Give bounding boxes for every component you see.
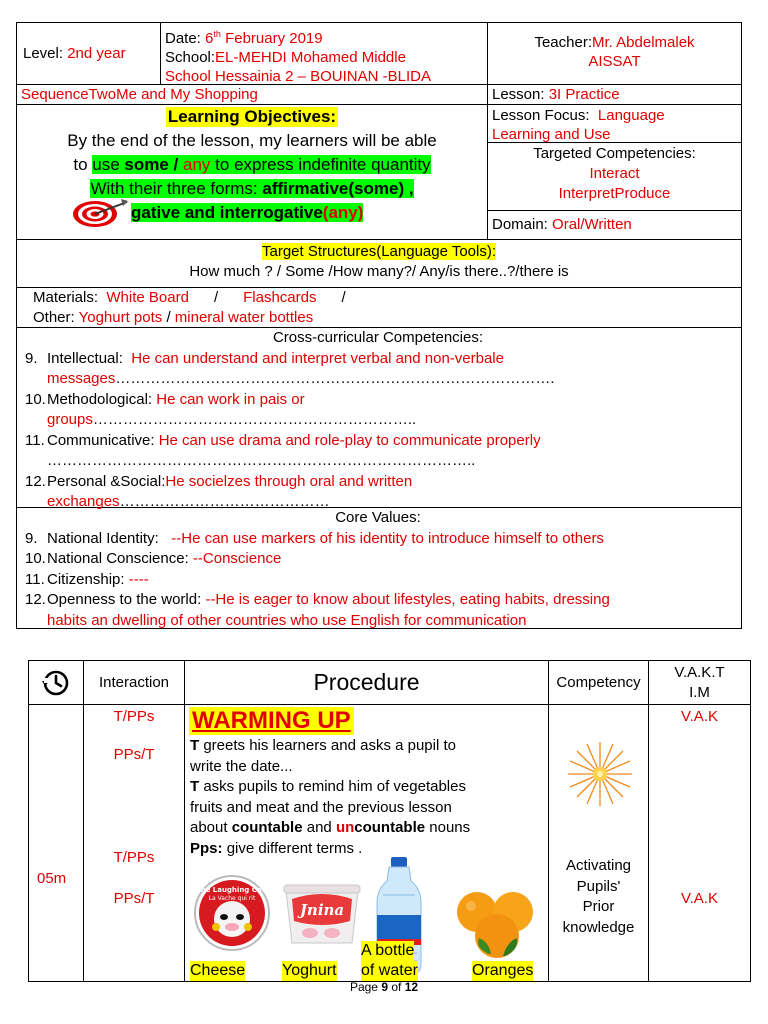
school-line2: School Hessainia 2 – BOUINAN -BLIDA bbox=[165, 68, 431, 85]
objectives-cell bbox=[17, 105, 488, 239]
teacher-cell bbox=[488, 23, 741, 84]
competencies-1: Interact bbox=[589, 165, 640, 182]
caption-water-1: A bottle bbox=[361, 942, 415, 959]
school-label: School: bbox=[165, 49, 216, 66]
procedure-cell bbox=[185, 705, 549, 981]
structures-text: How much ? / Some /How many?/ Any/is there..?/there is bbox=[189, 263, 569, 280]
date-label: Date: bbox=[165, 30, 201, 47]
competencies-label: Targeted Competencies: bbox=[533, 145, 696, 162]
yoghurt-image bbox=[280, 877, 364, 947]
objectives-affirmative: affirmative(some) , bbox=[262, 179, 414, 198]
teacher-name-1: Mr. Abdelmalek bbox=[592, 34, 695, 51]
caption-yoghurt: Yoghurt bbox=[282, 962, 337, 979]
objectives-some: some / bbox=[124, 155, 179, 174]
sequence-cell bbox=[17, 85, 488, 104]
date-rest: February 2019 bbox=[225, 30, 323, 47]
material-1: White Board bbox=[106, 289, 189, 306]
interaction-cell bbox=[84, 705, 185, 981]
targeted-competencies bbox=[488, 143, 741, 211]
lesson-value: 3I Practice bbox=[548, 86, 620, 103]
vakt-header: V.A.K.T I.M bbox=[674, 663, 725, 701]
date-school-cell bbox=[161, 23, 488, 84]
objectives-line-1: By the end of the lesson, my learners will be able bbox=[67, 131, 437, 150]
time-cell bbox=[29, 705, 84, 981]
other-2: mineral water bottles bbox=[174, 309, 314, 326]
material-sep-1: / bbox=[213, 289, 219, 306]
structures-title: Target Structures(Language Tools): bbox=[261, 243, 497, 260]
time-value: 05m bbox=[37, 870, 67, 887]
objectives-line-4-pre: gative and interrogative bbox=[131, 203, 323, 222]
domain-value: Oral/Written bbox=[552, 216, 632, 233]
sequence-title: Me and My Shopping bbox=[116, 86, 258, 103]
lesson-cell bbox=[488, 85, 741, 104]
yoghurt-brand: Jnina bbox=[299, 901, 345, 919]
cross-item-methodological: 10.Methodological: He can work in pais or bbox=[25, 390, 305, 408]
vakt-1: V.A.K bbox=[681, 708, 718, 725]
caption-oranges: Oranges bbox=[472, 962, 534, 979]
cross-title: Cross-curricular Competencies: bbox=[272, 329, 484, 346]
interaction-1: T/PPs bbox=[113, 708, 155, 725]
other-1: Yoghurt pots bbox=[78, 309, 163, 326]
date-sup: th bbox=[213, 29, 221, 39]
vakt-2: V.A.K bbox=[681, 890, 718, 907]
competency-text: Activating Pupils' Prior knowledge bbox=[562, 857, 635, 936]
competency-cell bbox=[549, 705, 649, 981]
level-label: Level bbox=[23, 45, 59, 62]
interaction-2: PPs/T bbox=[113, 746, 155, 763]
domain-label: Domain: bbox=[492, 216, 548, 233]
structures-row bbox=[17, 240, 741, 288]
material-2: Flashcards bbox=[243, 289, 317, 306]
focus-value-1: Language bbox=[597, 107, 665, 124]
procedure-text: T greets his learners and asks a pupil to write the date... T asks pupils to remind him of vegetables fruits and meat and the previous lesson about countable and uncountable nouns Pps: give different terms . bbox=[190, 737, 471, 857]
domain bbox=[488, 211, 741, 239]
cheese-brand-1: The Laughing Cow bbox=[195, 886, 269, 894]
sequence-label: SequenceTwo bbox=[21, 86, 117, 103]
focus-value-2: Learning and Use bbox=[492, 126, 611, 143]
level-cell: Level : 2nd year bbox=[17, 23, 161, 84]
lesson-meta-cell bbox=[488, 105, 741, 239]
date-day: 6 bbox=[205, 30, 214, 47]
interaction-header: Interaction bbox=[84, 661, 185, 704]
clock-history-icon bbox=[41, 668, 71, 698]
cross-item-communicative: 11. Communicative: He can use drama and role-play to communicate properly bbox=[25, 431, 541, 449]
objectives-title: Learning Objectives: bbox=[167, 107, 337, 126]
header-row bbox=[17, 23, 741, 85]
values-title: Core Values: bbox=[335, 509, 421, 526]
oranges-image bbox=[455, 888, 539, 960]
objectives-line-2-pre: to bbox=[73, 155, 88, 174]
value-national-conscience: 10.National Conscience: --Conscience bbox=[25, 550, 282, 567]
procedure-header: Procedure bbox=[185, 661, 549, 704]
caption-cheese: Cheese bbox=[190, 962, 246, 979]
lesson-focus bbox=[488, 105, 741, 143]
value-citizenship: 11. Citizenship: ---- bbox=[25, 570, 149, 588]
warming-up-row bbox=[29, 705, 750, 981]
school-line1: EL-MEHDI Mohamed Middle bbox=[215, 49, 406, 66]
cross-curricular-row: Cross-curricular Competencies: 9. Intellectual: He can understand and interpret verbal and non-verbale messages……………………………………………………………………………. 10.Methodological: He can work in pais or groups……………………………………………………….. 11. Communicative: He can use drama and role-play to communicate properly ………………………………………………………………………….. 12.Personal &Social:He socielzes through oral and written exchanges…………………………………… bbox=[17, 328, 741, 508]
level-value: 2nd year bbox=[67, 45, 126, 62]
focus-label: Lesson Focus: bbox=[492, 107, 590, 124]
competencies-2: InterpretProduce bbox=[558, 185, 671, 202]
lesson-label: Lesson: bbox=[492, 86, 545, 103]
procedure-header-row bbox=[29, 661, 750, 705]
lesson-plan-sheet bbox=[16, 22, 742, 629]
interaction-3: T/PPs bbox=[113, 849, 155, 866]
competency-header: Competency bbox=[549, 661, 649, 704]
stage-title: WARMING UP bbox=[189, 707, 354, 735]
cheese-brand-2: La Vache qui rit bbox=[208, 895, 256, 902]
vakt-cell bbox=[649, 705, 750, 981]
objectives-any: any bbox=[183, 155, 211, 174]
value-openness: 12.Openness to the world: --He is eager to know about lifestyles, eating habits, dressing bbox=[25, 591, 610, 608]
cross-item-personal-social: 12.Personal &Social:He socielzes through oral and written bbox=[25, 472, 413, 490]
other-label: Other: bbox=[33, 309, 75, 326]
objectives-line-2-post: to express indefinite quantity bbox=[215, 155, 431, 174]
materials-row bbox=[17, 288, 741, 328]
spark-burst-icon bbox=[565, 739, 635, 809]
other-sep: / bbox=[166, 309, 171, 326]
objectives-line-3-pre: With their three forms: bbox=[90, 179, 258, 198]
teacher-name-2: AISSAT bbox=[588, 53, 641, 70]
procedure-table bbox=[28, 660, 751, 982]
materials-label: Materials: bbox=[33, 289, 99, 306]
caption-water-2: of water bbox=[361, 962, 418, 979]
objectives-line-4-any: (any) bbox=[322, 203, 364, 222]
target-icon bbox=[71, 198, 129, 228]
sequence-row bbox=[17, 85, 741, 105]
value-national-identity: 9. National Identity: --He can use markers of his identity to introduce himself to others bbox=[25, 529, 604, 547]
objectives-use: use bbox=[92, 155, 120, 174]
interaction-4: PPs/T bbox=[113, 890, 155, 907]
core-values-row bbox=[17, 508, 741, 628]
value-openness-cont: habits an dwelling of other countries who use English for communication bbox=[47, 611, 527, 629]
cross-item-intellectual: 9. Intellectual: He can understand and interpret verbal and non-verbale bbox=[25, 349, 504, 367]
time-header bbox=[29, 661, 84, 704]
objectives-row bbox=[17, 105, 741, 240]
teacher-label: Teacher: bbox=[534, 34, 592, 51]
page-number: Page 9 of 12 bbox=[349, 980, 419, 994]
cheese-image bbox=[188, 873, 276, 951]
material-sep-2: / bbox=[341, 289, 346, 306]
